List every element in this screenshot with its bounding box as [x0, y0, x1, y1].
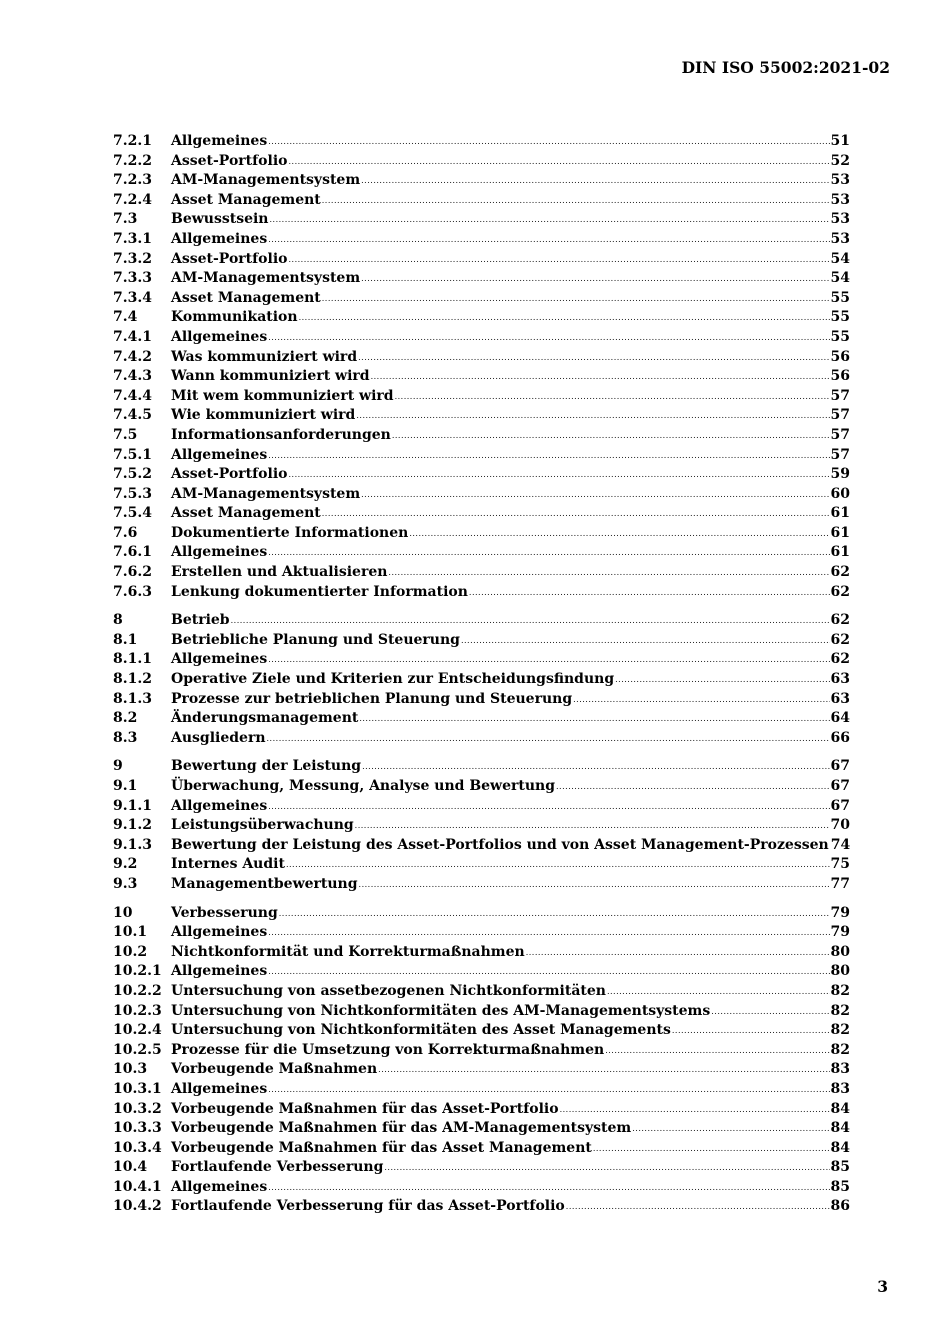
- toc-entry-title: Erstellen und Aktualisieren: [171, 564, 388, 581]
- toc-dot-leader: [388, 563, 829, 579]
- toc-entry[interactable]: [113, 329, 850, 349]
- toc-entry[interactable]: [113, 368, 850, 388]
- toc-entry-title: Änderungsmanagement: [171, 710, 359, 727]
- toc-entry-page: 53: [830, 172, 850, 189]
- toc-dot-leader: [268, 132, 829, 148]
- toc-entry-number: 10.2.2: [113, 982, 162, 999]
- toc-entry[interactable]: [113, 564, 850, 584]
- toc-entry[interactable]: [113, 309, 850, 329]
- toc-section-group: [113, 133, 850, 603]
- toc-dot-leader: [593, 1139, 830, 1155]
- toc-entry-title: Allgemeines: [171, 963, 268, 980]
- toc-entry-title: Allgemeines: [171, 133, 268, 149]
- toc-entry-number: 7.3.1: [113, 230, 152, 247]
- toc-section-group: [113, 905, 850, 1219]
- toc-entry-title: Allgemeines: [171, 651, 268, 668]
- toc-entry-number: 7.4.1: [113, 328, 152, 345]
- toc-entry-number: 10.4: [113, 1159, 148, 1176]
- page-number: 3: [877, 1277, 888, 1296]
- toc-entry-page: 75: [830, 856, 850, 873]
- toc-entry[interactable]: [113, 876, 850, 896]
- toc-entry-title: Ausgliedern: [171, 729, 266, 746]
- toc-entry[interactable]: [113, 1198, 850, 1218]
- toc-entry-page: 77: [830, 875, 850, 892]
- toc-entry[interactable]: [113, 710, 850, 730]
- toc-entry-page: 55: [830, 289, 850, 306]
- toc-entry-number: 7.5: [113, 426, 138, 443]
- toc-entry-title: Betrieb: [171, 612, 230, 629]
- toc-entry-number: 7.4.3: [113, 368, 152, 385]
- toc-dot-leader: [268, 650, 829, 666]
- toc-entry[interactable]: [113, 1159, 850, 1179]
- toc-entry[interactable]: [113, 944, 850, 964]
- toc-entry-page: 64: [830, 710, 850, 727]
- toc-entry-number: 9.1.3: [113, 836, 152, 853]
- toc-entry-page: 62: [830, 631, 850, 648]
- toc-entry[interactable]: [113, 632, 850, 652]
- toc-entry[interactable]: [113, 1140, 850, 1160]
- toc-entry-number: 9: [113, 758, 123, 775]
- toc-entry-title: Asset-Portfolio: [171, 250, 288, 267]
- toc-dot-leader: [573, 690, 829, 706]
- toc-entry-page: 74: [830, 836, 851, 853]
- toc-entry-title: Managementbewertung: [171, 875, 358, 892]
- toc-entry-page: 67: [830, 797, 850, 814]
- toc-entry-title: Asset-Portfolio: [171, 152, 288, 169]
- toc-dot-leader: [672, 1021, 830, 1037]
- toc-dot-leader: [566, 1197, 830, 1213]
- toc-entry-page: 85: [830, 1159, 850, 1176]
- toc-entry[interactable]: [113, 1042, 850, 1062]
- toc-dot-leader: [560, 1100, 830, 1116]
- toc-entry-page: 60: [830, 485, 850, 502]
- toc-dot-leader: [267, 729, 830, 745]
- toc-entry-title: Allgemeines: [171, 230, 268, 247]
- toc-entry-page: 80: [830, 943, 850, 960]
- toc-entry-page: 55: [830, 328, 850, 345]
- toc-dot-leader: [359, 875, 830, 891]
- toc-dot-leader: [371, 367, 830, 383]
- toc-entry-number: 10.3.3: [113, 1120, 162, 1137]
- toc-entry-number: 7.4: [113, 309, 138, 326]
- toc-entry-number: 7.4.4: [113, 387, 152, 404]
- toc-entry[interactable]: [113, 612, 850, 632]
- toc-entry-title: Asset Management: [171, 191, 321, 208]
- toc-entry-number: 7.2.3: [113, 172, 152, 189]
- toc-entry-title: Untersuchung von assetbezogenen Nichtkonformitäten: [171, 982, 606, 999]
- toc-entry-title: Was kommuniziert wird: [171, 348, 358, 365]
- toc-entry-number: 8.1.1: [113, 651, 152, 668]
- toc-entry-page: 57: [830, 387, 850, 404]
- toc-entry[interactable]: [113, 798, 850, 818]
- toc-entry-page: 82: [830, 1002, 850, 1019]
- toc-dot-leader: [268, 328, 829, 344]
- toc-entry-number: 7.2.4: [113, 191, 152, 208]
- toc-entry-number: 10.4.1: [113, 1178, 162, 1195]
- toc-entry-page: 53: [830, 211, 850, 228]
- toc-entry-number: 7.3: [113, 211, 138, 228]
- toc-entry-title: Vorbeugende Maßnahmen: [171, 1061, 378, 1078]
- toc-entry-page: 67: [830, 778, 850, 794]
- toc-dot-leader: [392, 426, 830, 442]
- toc-entry-page: 63: [830, 671, 850, 688]
- toc-entry-title: Prozesse für die Umsetzung von Korrekturmaßnahmen: [171, 1041, 605, 1058]
- document-id: DIN ISO 55002:2021-02: [681, 58, 890, 77]
- toc-dot-leader: [279, 904, 830, 920]
- toc-entry[interactable]: [113, 1101, 850, 1121]
- toc-entry-number: 7.6.1: [113, 544, 152, 561]
- toc-entry-number: 10.2.3: [113, 1002, 162, 1019]
- toc-entry-title: Prozesse zur betrieblichen Planung und Steuerung: [171, 690, 573, 707]
- toc-entry[interactable]: [113, 505, 850, 525]
- toc-entry-title: Operative Ziele und Kriterien zur Entscheidungsfindung: [171, 671, 615, 688]
- toc-entry-number: 10.2: [113, 943, 148, 960]
- toc-entry-number: 9.1: [113, 778, 138, 794]
- toc-entry-number: 10.2.5: [113, 1041, 162, 1058]
- toc-entry-title: Untersuchung von Nichtkonformitäten des AM-Managementsystems: [171, 1002, 711, 1019]
- toc-entry-title: Fortlaufende Verbesserung: [171, 1159, 384, 1176]
- toc-entry-page: 80: [830, 963, 850, 980]
- toc-entry-number: 8.2: [113, 710, 138, 727]
- toc-entry[interactable]: [113, 231, 850, 251]
- toc-entry[interactable]: [113, 837, 850, 857]
- toc-dot-leader: [268, 962, 829, 978]
- toc-entry[interactable]: [113, 905, 850, 925]
- toc-dot-leader: [359, 709, 829, 725]
- toc-entry[interactable]: [113, 963, 850, 983]
- toc-entry-page: 54: [830, 250, 850, 267]
- toc-entry-title: Allgemeines: [171, 797, 268, 814]
- toc-entry-page: 83: [830, 1061, 850, 1078]
- toc-entry-number: 7.5.2: [113, 466, 152, 483]
- toc-entry[interactable]: [113, 584, 850, 604]
- toc-entry-number: 10: [113, 904, 133, 921]
- toc-entry[interactable]: [113, 856, 850, 876]
- toc-entry[interactable]: [113, 1061, 850, 1081]
- toc-entry-number: 7.2.2: [113, 152, 152, 169]
- toc-entry-page: 62: [830, 564, 850, 581]
- toc-dot-leader: [361, 171, 829, 187]
- toc-entry-title: Asset Management: [171, 505, 321, 522]
- toc-entry[interactable]: [113, 1120, 850, 1140]
- toc-entry-number: 10.4.2: [113, 1198, 162, 1215]
- toc-entry-number: 7.2.1: [113, 133, 152, 149]
- toc-entry-title: Verbesserung: [171, 904, 278, 921]
- toc-entry[interactable]: [113, 407, 850, 427]
- toc-entry-page: 82: [830, 1041, 850, 1058]
- toc-entry[interactable]: [113, 211, 850, 231]
- toc-dot-leader: [362, 757, 829, 773]
- toc-entry-page: 86: [830, 1198, 850, 1215]
- toc-entry-title: Bewusstsein: [171, 211, 269, 228]
- toc-entry[interactable]: [113, 758, 850, 778]
- toc-dot-leader: [469, 583, 830, 599]
- toc-entry-number: 10.2.1: [113, 963, 162, 980]
- toc-entry-number: 10.3.4: [113, 1139, 162, 1156]
- toc-entry-number: 9.2: [113, 856, 138, 873]
- toc-dot-leader: [268, 230, 829, 246]
- toc-entry-page: 56: [830, 368, 850, 385]
- toc-entry-page: 62: [830, 612, 850, 629]
- toc-entry-number: 8: [113, 612, 123, 629]
- toc-entry-page: 57: [830, 446, 850, 463]
- toc-entry-title: Kommunikation: [171, 309, 298, 326]
- toc-entry-page: 54: [830, 270, 850, 287]
- toc-entry-number: 10.1: [113, 924, 148, 941]
- toc-entry[interactable]: [113, 924, 850, 944]
- toc-entry-number: 7.3.2: [113, 250, 152, 267]
- toc-entry-page: 51: [830, 133, 850, 149]
- toc-entry-title: Dokumentierte Informationen: [171, 524, 409, 541]
- toc-entry-title: Wie kommuniziert wird: [171, 407, 356, 424]
- toc-entry[interactable]: [113, 427, 850, 447]
- toc-entry-number: 10.3: [113, 1061, 148, 1078]
- toc-entry[interactable]: [113, 671, 850, 691]
- toc-entry-page: 61: [830, 505, 850, 522]
- toc-entry-number: 8.1: [113, 631, 138, 648]
- toc-entry-page: 83: [830, 1080, 850, 1097]
- toc-dot-leader: [231, 611, 830, 627]
- toc-entry-title: Bewertung der Leistung des Asset-Portfolios und von Asset Management-Prozessen: [171, 836, 829, 853]
- toc-entry-page: 53: [830, 230, 850, 247]
- toc-dot-leader: [268, 923, 829, 939]
- toc-dot-leader: [361, 485, 829, 501]
- toc-entry-page: 62: [830, 651, 850, 668]
- toc-dot-leader: [270, 210, 830, 226]
- toc-entry-title: Informationsanforderungen: [171, 426, 391, 443]
- toc-dot-leader: [395, 387, 830, 403]
- toc-entry[interactable]: [113, 251, 850, 271]
- toc-entry-number: 9.3: [113, 875, 138, 892]
- toc-dot-leader: [268, 1178, 829, 1194]
- toc-entry[interactable]: [113, 1081, 850, 1101]
- toc-entry-title: Allgemeines: [171, 924, 268, 941]
- toc-entry-number: 7.5.1: [113, 446, 152, 463]
- toc-entry[interactable]: [113, 192, 850, 212]
- toc-dot-leader: [615, 670, 829, 686]
- toc-entry-page: 52: [830, 152, 850, 169]
- toc-entry[interactable]: [113, 691, 850, 711]
- toc-entry[interactable]: [113, 270, 850, 290]
- toc-dot-leader: [605, 1041, 829, 1057]
- toc-dot-leader: [268, 797, 829, 813]
- toc-entry[interactable]: [113, 778, 850, 798]
- toc-entry[interactable]: [113, 290, 850, 310]
- toc-dot-leader: [268, 543, 829, 559]
- toc-entry-number: 7.6.3: [113, 583, 152, 600]
- toc-entry-number: 9.1.1: [113, 797, 152, 814]
- toc-entry-page: 57: [830, 426, 850, 443]
- toc-entry[interactable]: [113, 447, 850, 467]
- toc-entry-number: 8.1.2: [113, 671, 152, 688]
- toc-entry-number: 10.2.4: [113, 1022, 162, 1039]
- toc-entry-title: Untersuchung von Nichtkonformitäten des Asset Managements: [171, 1022, 671, 1039]
- toc-entry[interactable]: [113, 1179, 850, 1199]
- toc-entry-page: 79: [830, 904, 850, 921]
- toc-entry-title: Allgemeines: [171, 446, 268, 463]
- toc-dot-leader: [268, 446, 829, 462]
- toc-entry-title: Allgemeines: [171, 1080, 268, 1097]
- toc-entry-number: 8.3: [113, 729, 138, 746]
- toc-entry-number: 7.5.3: [113, 485, 152, 502]
- toc-entry[interactable]: [113, 133, 850, 153]
- toc-entry[interactable]: [113, 817, 850, 837]
- toc-section-group: [113, 612, 850, 749]
- toc-entry-page: 67: [830, 758, 850, 775]
- toc-entry-number: 7.4.2: [113, 348, 152, 365]
- toc-entry-page: 84: [830, 1100, 850, 1117]
- toc-entry[interactable]: [113, 153, 850, 173]
- toc-dot-leader: [409, 524, 829, 540]
- toc-dot-leader: [361, 269, 829, 285]
- toc-entry-page: 59: [830, 466, 850, 483]
- toc-dot-leader: [378, 1060, 829, 1076]
- toc-entry-page: 63: [830, 690, 850, 707]
- toc-entry-page: 61: [830, 524, 850, 541]
- toc-entry-title: Allgemeines: [171, 328, 268, 345]
- toc-entry-page: 55: [830, 309, 850, 326]
- toc-dot-leader: [288, 152, 829, 168]
- toc-dot-leader: [556, 777, 830, 793]
- toc-dot-leader: [632, 1119, 829, 1135]
- toc-entry-number: 7.3.4: [113, 289, 152, 306]
- toc-entry-page: 84: [830, 1139, 850, 1156]
- toc-entry[interactable]: [113, 544, 850, 564]
- toc-entry-title: Asset Management: [171, 289, 321, 306]
- toc-entry[interactable]: [113, 172, 850, 192]
- toc-entry-title: Fortlaufende Verbesserung für das Asset-Portfolio: [171, 1198, 565, 1215]
- toc-entry-number: 7.3.3: [113, 270, 152, 287]
- toc-entry-title: AM-Managementsystem: [171, 172, 361, 189]
- toc-entry-page: 53: [830, 191, 850, 208]
- toc-dot-leader: [355, 816, 830, 832]
- toc-entry-title: Leistungsüberwachung: [171, 817, 354, 834]
- toc-dot-leader: [358, 348, 829, 364]
- toc-entry-page: 82: [830, 1022, 850, 1039]
- toc-entry-title: Vorbeugende Maßnahmen für das Asset-Portfolio: [171, 1100, 559, 1117]
- toc-entry-page: 61: [830, 544, 850, 561]
- toc-dot-leader: [356, 406, 829, 422]
- toc-entry[interactable]: [113, 349, 850, 369]
- toc-dot-leader: [711, 1002, 829, 1018]
- toc-dot-leader: [286, 855, 830, 871]
- toc-entry[interactable]: [113, 730, 850, 750]
- toc-dot-leader: [322, 289, 830, 305]
- toc-entry-number: 10.3.1: [113, 1080, 162, 1097]
- toc-entry-title: Lenkung dokumentierter Information: [171, 583, 468, 600]
- table-of-contents: [113, 133, 850, 1227]
- toc-entry-page: 85: [830, 1178, 850, 1195]
- toc-entry-title: Asset-Portfolio: [171, 466, 288, 483]
- toc-entry-number: 7.6.2: [113, 564, 152, 581]
- toc-entry-title: Allgemeines: [171, 1178, 268, 1195]
- toc-entry-title: Mit wem kommuniziert wird: [171, 387, 394, 404]
- toc-entry-number: 9.1.2: [113, 817, 152, 834]
- toc-dot-leader: [607, 982, 830, 998]
- toc-dot-leader: [384, 1158, 829, 1174]
- toc-entry[interactable]: [113, 983, 850, 1003]
- toc-entry-page: 70: [830, 817, 850, 834]
- toc-dot-leader: [461, 631, 830, 647]
- toc-entry[interactable]: [113, 651, 850, 671]
- toc-entry-title: AM-Managementsystem: [171, 270, 361, 287]
- toc-entry-title: Vorbeugende Maßnahmen für das Asset Management: [171, 1139, 592, 1156]
- toc-entry-title: Nichtkonformität und Korrekturmaßnahmen: [171, 943, 525, 960]
- toc-entry[interactable]: [113, 525, 850, 545]
- toc-entry-title: Betriebliche Planung und Steuerung: [171, 631, 460, 648]
- toc-entry-page: 79: [830, 924, 850, 941]
- toc-entry[interactable]: [113, 466, 850, 486]
- toc-entry-title: Überwachung, Messung, Analyse und Bewertung: [171, 778, 556, 794]
- toc-entry-number: 7.5.4: [113, 505, 152, 522]
- toc-entry-number: 7.4.5: [113, 407, 152, 424]
- toc-dot-leader: [268, 1080, 829, 1096]
- toc-entry[interactable]: [113, 388, 850, 408]
- toc-entry-title: Bewertung der Leistung: [171, 758, 362, 775]
- toc-entry-title: Allgemeines: [171, 544, 268, 561]
- toc-dot-leader: [322, 504, 830, 520]
- toc-entry-title: Vorbeugende Maßnahmen für das AM-Managementsystem: [171, 1120, 632, 1137]
- toc-entry[interactable]: [113, 486, 850, 506]
- toc-entry[interactable]: [113, 1022, 850, 1042]
- toc-dot-leader: [322, 191, 830, 207]
- toc-entry-title: Internes Audit: [171, 856, 285, 873]
- toc-entry-number: 10.3.2: [113, 1100, 162, 1117]
- toc-dot-leader: [288, 465, 829, 481]
- toc-entry-page: 62: [830, 583, 850, 600]
- toc-dot-leader: [288, 250, 829, 266]
- toc-entry-title: AM-Managementsystem: [171, 485, 361, 502]
- toc-entry-number: 8.1.3: [113, 690, 152, 707]
- toc-dot-leader: [526, 943, 830, 959]
- toc-entry[interactable]: [113, 1003, 850, 1023]
- toc-entry-page: 82: [830, 982, 850, 999]
- toc-entry-page: 56: [830, 348, 850, 365]
- toc-entry-number: 7.6: [113, 524, 138, 541]
- toc-entry-page: 57: [830, 407, 850, 424]
- toc-entry-page: 66: [830, 729, 850, 746]
- toc-section-group: [113, 758, 850, 895]
- toc-entry-page: 84: [830, 1120, 850, 1137]
- toc-entry-title: Wann kommuniziert wird: [171, 368, 370, 385]
- toc-dot-leader: [299, 308, 830, 324]
